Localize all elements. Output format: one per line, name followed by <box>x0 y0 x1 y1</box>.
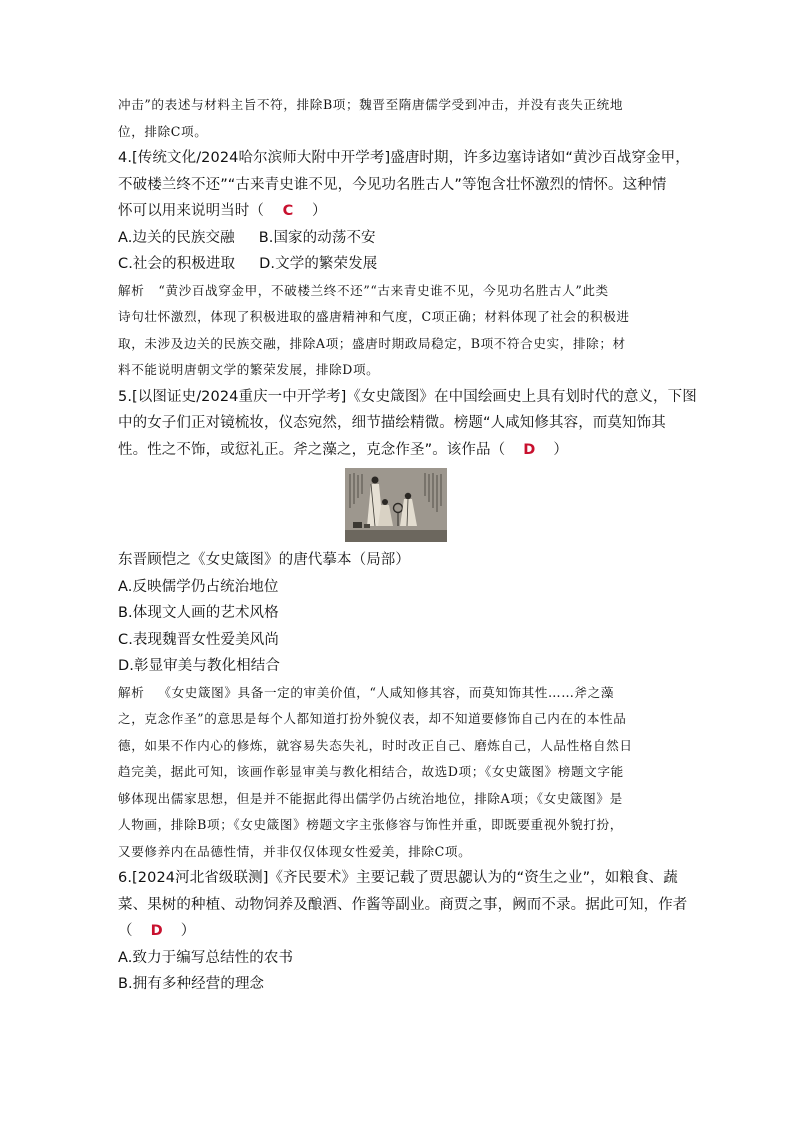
q5-option-d: D.彰显审美与教化相结合 <box>118 658 280 674</box>
q4-answer: C <box>282 203 294 219</box>
q4-stem-line-1: 4.[传统文化/2024哈尔滨师大附中开学考]盛唐时期，许多边塞诗诸如“黄沙百战穿金甲， <box>118 150 690 166</box>
q5-explanation-line-6: 人物画，排除B项；《女史箴图》榜题文字主张修容与饰性并重，即既要重视外貌打扮， <box>118 817 623 832</box>
q5-option-b: B.体现文人画的艺术风格 <box>118 605 279 621</box>
q5-stem-close: ） <box>553 441 568 458</box>
q5-stem-line-3 <box>118 437 678 464</box>
q4-option-a: A.边关的民族交融 <box>118 229 235 246</box>
q4-options-row-2 <box>118 251 678 278</box>
q5-option-a: A.反映儒学仍占统治地位 <box>118 578 279 595</box>
q4-option-c: C.社会的积极进取 <box>118 256 236 272</box>
q5-explanation-text: 《女史箴图》具备一定的审美价值，“人咸知修其容，而莫知饰其性……斧之藻 <box>158 684 615 700</box>
q5-explanation-label: 解析 <box>118 684 145 700</box>
q4-stem-text: 怀可以用来说明当时（ <box>118 203 264 219</box>
q5-explanation-line-7: 又要修养内在品德性情，并非仅仅体现女性爱美，排除C项。 <box>118 843 472 859</box>
admonitions-scroll-illustration <box>345 468 447 542</box>
q4-explanation-label: 解析 <box>118 282 145 298</box>
q4-options-row-1 <box>118 225 678 252</box>
q4-option-d: D.文学的繁荣发展 <box>259 256 378 272</box>
q4-explanation-text: “黄沙百战穿金甲，不破楼兰终不还”“古来青史谁不见，今见功名胜古人”此类 <box>158 282 609 298</box>
q4-explanation-line-1 <box>118 278 678 305</box>
painting-image <box>345 468 447 542</box>
q4-stem-line-3 <box>118 198 678 225</box>
q4-stem-close: ） <box>312 203 327 219</box>
q6-stem-close: ） <box>180 923 196 939</box>
prev-explanation-line-1: 冲击”的表述与材料主旨不符，排除B项；魏晋至隋唐儒学受到冲击，并没有丧失正统地 <box>118 97 624 112</box>
q6-stem-line-1: 6.[2024河北省级联测]《齐民要术》主要记载了贾思勰认为的“资生之业”，如粮食、蔬 <box>118 870 678 886</box>
q4-explanation-line-2: 诗句壮怀激烈，体现了积极进取的盛唐精神和气度，C项正确；材料体现了社会的积极进 <box>118 309 630 324</box>
q5-stem-line-1: 5.[以图证史/2024重庆一中开学考]《女史箴图》在中国绘画史上具有划时代的意义，下图 <box>118 388 697 405</box>
document-page <box>118 92 697 998</box>
q5-explanation-line-2: 之，克念作圣”的意思是每个人都知道打扮外貌仪表，却不知道要修饰自己内在的本性品 <box>118 711 627 726</box>
q4-explanation-line-4: 料不能说明唐朝文学的繁荣发展，排除D项。 <box>118 362 380 377</box>
q5-answer: D <box>523 441 536 458</box>
q6-option-b: B.拥有多种经营的理念 <box>118 976 265 992</box>
figure-caption: 东晋顾恺之《女史箴图》的唐代摹本（局部） <box>118 552 410 568</box>
q6-answer: D <box>150 923 163 939</box>
q5-stem-text: 性。性之不饰，或愆礼正。斧之藻之，克念作圣”。该作品（ <box>118 441 506 458</box>
q5-explanation-line-1 <box>118 680 678 707</box>
q4-stem-line-2: 不破楼兰终不还”“古来青史谁不见，今见功名胜古人”等饱含壮怀激烈的情怀。这种情 <box>118 176 667 193</box>
q5-explanation-line-4: 趋完美，据此可知，该画作彰显审美与教化相结合，故选D项；《女史箴图》榜题文字能 <box>118 764 624 779</box>
q6-option-a: A.致力于编写总结性的农书 <box>118 949 294 966</box>
q5-option-c: C.表现魏晋女性爱美风尚 <box>118 631 279 648</box>
q4-explanation-line-3: 取，未涉及边关的民族交融，排除A项；盛唐时期政局稳定，B项不符合史实，排除；材 <box>118 335 626 351</box>
q5-explanation-line-5: 够体现出儒家思想，但是并不能据此得出儒学仍占统治地位，排除A项；《女史箴图》是 <box>118 790 623 806</box>
q6-stem-open: （ <box>118 923 133 939</box>
prev-explanation-line-2: 位，排除C项。 <box>118 123 208 139</box>
q5-explanation-line-3: 德，如果不作内心的修炼，就容易失态失礼，时时改正自己、磨炼自己，人品性格自然日 <box>118 737 633 753</box>
q4-option-b: B.国家的动荡不安 <box>258 229 376 246</box>
q5-stem-line-2: 中的女子们正对镜梳妆，仪态宛然，细节描绘精微。榜题“人咸知修其容，而莫知饰其 <box>118 415 666 431</box>
q6-stem-line-2: 菜、果树的种植、动物饲养及酿酒、作酱等副业。商贾之事，阙而不录。据此可知，作者 <box>118 896 688 913</box>
q6-stem-line-3 <box>118 918 678 945</box>
